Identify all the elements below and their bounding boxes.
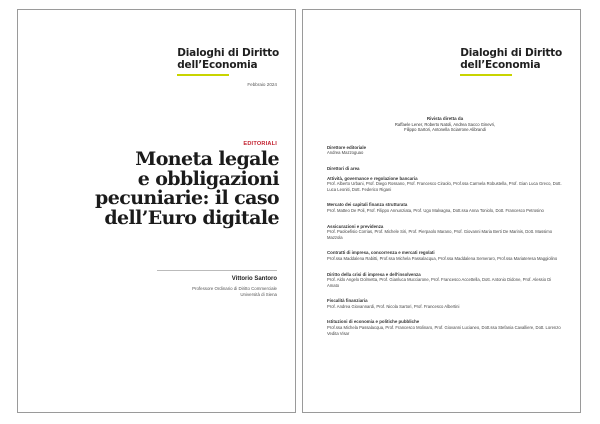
- title-line-2: e obbligazioni: [137, 167, 279, 190]
- masthead-block: [327, 202, 563, 213]
- directed-by-block: [327, 116, 563, 133]
- article-title: [29, 150, 279, 228]
- block-heading: Direttori di area: [327, 165, 360, 171]
- block-heading: Direttore editoriale: [327, 144, 367, 150]
- author-divider: [157, 270, 277, 271]
- directed-by-heading: Rivista diretta da: [426, 116, 464, 121]
- affiliation-line-2: Università di Siena: [240, 292, 277, 297]
- block-heading: Mercato dei capitali finanza strutturata: [327, 202, 408, 208]
- issue-date: Febbraio 2024: [247, 82, 277, 87]
- masthead-page: [302, 9, 581, 413]
- block-text: Prof.ssa Michela Passalacqua, Prof. Francesco Molinaro, Prof. Giovanni Lucianeo, Dott.ssa Stefania Cavalliere, Dott. Lorenzo Vedita Visar: [327, 325, 561, 336]
- directed-by-line-2: Filippo Sartori, Antonella Sciarrone Alibrandi: [404, 127, 486, 133]
- block-text: Prof.ssa Maddalena Rabitti, Prof.ssa Michela Passalacqua, Prof.ssa Maddalena Semeraro, Prof.ssa Mariateresa Maggiolino: [327, 255, 558, 261]
- author-affiliation: [127, 286, 277, 298]
- block-heading: Diritto della crisi di impresa e dell’insolvenza: [327, 271, 421, 277]
- masthead-block: [327, 298, 563, 309]
- brand-line-1: Dialoghi di Diritto: [177, 47, 279, 59]
- journal-brand: [177, 47, 279, 76]
- masthead-block: [327, 166, 563, 172]
- masthead-block: [327, 145, 563, 156]
- author-name: Vittorio Santoro: [231, 276, 277, 282]
- brand-line-1: Dialoghi di Diritto: [460, 47, 562, 59]
- title-line-3: pecuniarie: il caso: [95, 187, 279, 209]
- block-text: Andrea Mazzoguao: [327, 150, 364, 156]
- block-heading: Istituzioni di economia e politiche pubbliche: [327, 319, 420, 325]
- brand-line-2: dell’Economia: [177, 59, 258, 71]
- cover-page: [17, 9, 296, 413]
- block-text: Prof. Alberto Urbani, Prof. Diego Rossano, Prof. Francesco Ciraolo, Prof.ssa Carmela Robustella, Prof. Gian Luca Greco, Dott. Luca Leoniti, Dott. Federico Rigani: [327, 181, 562, 192]
- block-heading: Fiscalità finanziaria: [327, 298, 368, 304]
- affiliation-line-1: Professore Ordinario di Diritto Commerciale: [192, 286, 277, 291]
- block-text: Prof. Andrea Giovannardi, Prof. Nicola Sartori, Prof. Francesco Albertini: [327, 303, 460, 309]
- editorial-masthead: [327, 116, 563, 346]
- block-heading: Contratti di impresa, concorrenza e mercati regolati: [327, 250, 435, 256]
- masthead-block: [327, 319, 563, 336]
- masthead-block: [327, 250, 563, 261]
- block-heading: Assicurazioni e previdenza: [327, 223, 384, 229]
- title-line-1: Moneta legale: [135, 148, 279, 170]
- title-line-4: dell’Euro digitale: [104, 206, 279, 229]
- journal-brand: [460, 47, 562, 76]
- block-heading: Attività, governance e regolazione bancaria: [327, 175, 418, 181]
- masthead-block: [327, 224, 563, 241]
- block-text: Prof. Aldo Angelo Dolmetta, Prof. Gianluca Mucciarone, Prof. Francesco Accettella, Dott. Antonio Didone, Prof. Alessio Di Amato: [327, 277, 552, 288]
- masthead-block: [327, 176, 563, 193]
- brand-line-2: dell’Economia: [460, 59, 541, 71]
- brand-accent-rule: [177, 74, 229, 76]
- brand-accent-rule: [460, 74, 512, 76]
- block-text: Prof. Matteo De Poli, Prof. Filippo Annunziata, Prof. Ugo Malvagna, Dott.ssa Anna Toniolo, Dott. Francesco Petrosino: [327, 207, 544, 213]
- section-tag: EDITORIALI: [243, 141, 277, 147]
- block-text: Prof. Paoloefisio Corrias, Prof. Michele Siri, Prof. Pierpaolo Marano, Prof. Giovanni Maria Berti De Marinis, Dott. Massimo Mazzola: [327, 229, 553, 240]
- masthead-block: [327, 272, 563, 289]
- directed-by-line-1: Raffaele Lener, Roberto Natoli, Andrea Sacco Ginevri,: [394, 121, 496, 127]
